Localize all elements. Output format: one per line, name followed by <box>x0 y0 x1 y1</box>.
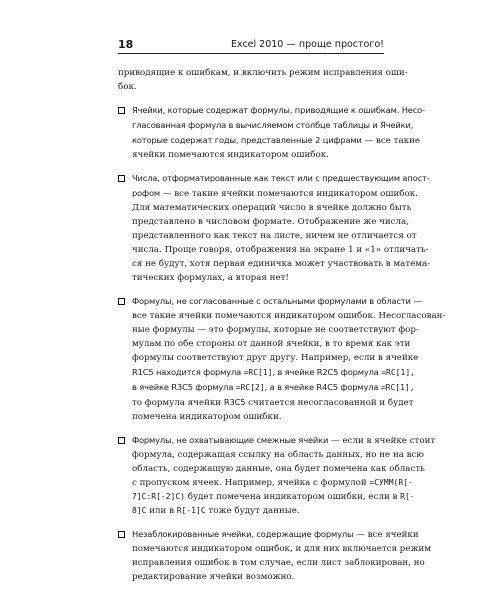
code-fragment: R[- <box>400 492 415 501</box>
body-text: помечаются индикатором ошибок, и для них включается режим <box>132 544 432 554</box>
body-text: тоже будут данные. <box>205 506 300 516</box>
code-fragment: =СУММ(R[- <box>369 478 413 487</box>
text-line <box>132 433 436 448</box>
text-line <box>132 201 412 215</box>
body-text: то формула ячейки <box>132 398 224 408</box>
checkbox-bullet-icon <box>118 107 125 114</box>
text-line <box>132 570 384 584</box>
term-text: Числа, отформатированные как текст или с предшествующим апост- <box>132 173 430 183</box>
body-text: считается несогласованной и будет <box>245 398 414 408</box>
body-text: будет помечена индикатором ошибки, если в <box>184 492 401 502</box>
text-line <box>132 395 414 410</box>
code-fragment: 7]C:R[-2]C) <box>132 492 185 501</box>
checkbox-bullet-icon <box>118 531 125 538</box>
text-line <box>132 410 384 424</box>
text-line <box>132 527 419 542</box>
text-line <box>132 380 415 395</box>
text-line <box>132 118 414 133</box>
text-line <box>132 186 418 201</box>
page-number: 18 <box>118 38 134 51</box>
term-text: рофом <box>132 188 161 198</box>
body-text: формула, содержащая ссылку на область данных, но не на всю <box>132 450 424 460</box>
text-line <box>132 243 429 257</box>
page-body <box>118 66 446 593</box>
header-rule <box>118 53 384 54</box>
term-text: R3C5 <box>223 397 246 407</box>
bullet-item <box>118 433 436 518</box>
body-text: все такие ячейки помечаются индикатором ошибок. Несогласован- <box>132 311 446 321</box>
body-text: — все такие <box>361 136 420 146</box>
term-text: находится формула <box>153 367 244 377</box>
body-text: — все такие ячейки помечаются индикатором ошибок. <box>160 189 418 199</box>
page-header <box>118 38 384 56</box>
code-fragment: =RC[1] <box>243 368 273 377</box>
term-text: Ячейки, которые содержат формулы, приводящие к ошибкам. <box>132 105 400 115</box>
code-fragment: 8]C <box>132 506 147 515</box>
body-text: представленного как текст на листе, ничем не отличается от <box>132 231 417 241</box>
bullet-item <box>118 171 431 285</box>
term-text: , в ячейке <box>272 367 317 377</box>
body-text: тических формулах, а вторая нет! <box>132 273 289 283</box>
text-line <box>132 365 415 380</box>
text-line <box>132 323 419 337</box>
body-text: числа. Проще говоря, отображения на экране 1 и «1» отличать- <box>132 245 429 255</box>
term-text: Незаблокированные ячейки, содержащие формулы <box>132 529 354 539</box>
text-line <box>132 215 409 229</box>
body-text: мулам по обе стороны от данной ячейки, в то время как эти <box>132 339 411 349</box>
text-line <box>132 171 430 186</box>
body-text: — все ячейки <box>353 530 419 540</box>
code-fragment: R[-1]C <box>176 506 206 515</box>
text-line <box>132 294 423 309</box>
body-text: ные формулы — это формулы, которые не соответствуют фор- <box>132 325 419 335</box>
body-text: ячейки помечаются индикатором ошибок. <box>132 150 329 160</box>
text-line <box>132 229 417 243</box>
term-text: в ячейке <box>132 382 172 392</box>
bullet-item <box>118 103 425 162</box>
body-text: помечена индикатором ошибки. <box>132 412 282 422</box>
running-title: Excel 2010 — проще простого! <box>230 39 384 50</box>
checkbox-bullet-icon <box>118 437 125 444</box>
text-line <box>132 337 411 351</box>
bullet-item <box>118 294 446 424</box>
term-text: Формулы, не согласованные с остальными формулами в области <box>132 296 411 306</box>
code-fragment: =RC[2] <box>235 383 265 392</box>
text-line <box>132 257 431 271</box>
body-text: представлено в числовом формате. Отображение же числа, <box>132 217 409 227</box>
term-text: R1C5 <box>132 367 154 377</box>
text-line <box>132 556 425 570</box>
term-text: формула <box>337 382 381 392</box>
term-text: Формулы, не охватывающие смежные ячейки <box>132 435 329 445</box>
body-text: область, содержащую данные, она будет помечена как область <box>132 464 425 474</box>
text-line <box>132 542 432 556</box>
text-line <box>132 133 420 148</box>
body-text: с пропуском ячеек. Например, ячейка с формулой <box>132 478 370 488</box>
term-text: формула <box>192 382 236 392</box>
body-text: формулы соответствуют друг другу. Например, если в ячейке <box>132 353 419 363</box>
intro-paragraph <box>118 66 408 94</box>
text-line <box>132 103 425 118</box>
body-text: — если в ячейке стоит <box>328 436 436 446</box>
body-text: редактирование ячейки возможно. <box>132 572 295 582</box>
term-text: R2C5 <box>316 367 339 377</box>
code-fragment: =RC[1], <box>381 368 415 377</box>
term-text: Несо- <box>399 105 425 115</box>
bullet-item <box>118 527 432 584</box>
checkbox-bullet-icon <box>118 175 125 182</box>
body-text: ся не будут, хотя первая единичка может участвовать в матема- <box>132 259 431 269</box>
text-line: приводящие к ошибкам, и включить режим исправления оши- <box>118 68 408 78</box>
text-line <box>132 462 425 476</box>
term-text: , а в ячейке <box>264 382 317 392</box>
body-text: или в <box>146 506 177 516</box>
text-line: бок. <box>118 82 137 92</box>
body-text: Для математических операций число в ячейке должно быть <box>132 203 412 213</box>
text-line <box>132 490 415 504</box>
bullet-list <box>118 103 446 584</box>
term-text: гласованная формула в вычисляемом столбце таблицы и Ячейки, <box>132 120 414 130</box>
text-line <box>132 504 384 518</box>
text-line <box>132 309 446 323</box>
text-line <box>132 351 419 365</box>
text-line <box>132 271 384 285</box>
term-text: которые содержат годы, представленные 2 цифрами <box>132 135 362 145</box>
code-fragment: =RC[1], <box>380 383 415 392</box>
text-line <box>132 148 384 162</box>
text-line <box>132 476 413 490</box>
term-text: формула <box>338 367 382 377</box>
body-text: — <box>410 297 423 307</box>
term-text: R4C5 <box>316 382 338 392</box>
term-text: R3C5 <box>171 382 193 392</box>
checkbox-bullet-icon <box>118 298 125 305</box>
body-text: исправления ошибок в том случае, если лист заблокирован, но <box>132 558 425 568</box>
text-line <box>132 448 424 462</box>
